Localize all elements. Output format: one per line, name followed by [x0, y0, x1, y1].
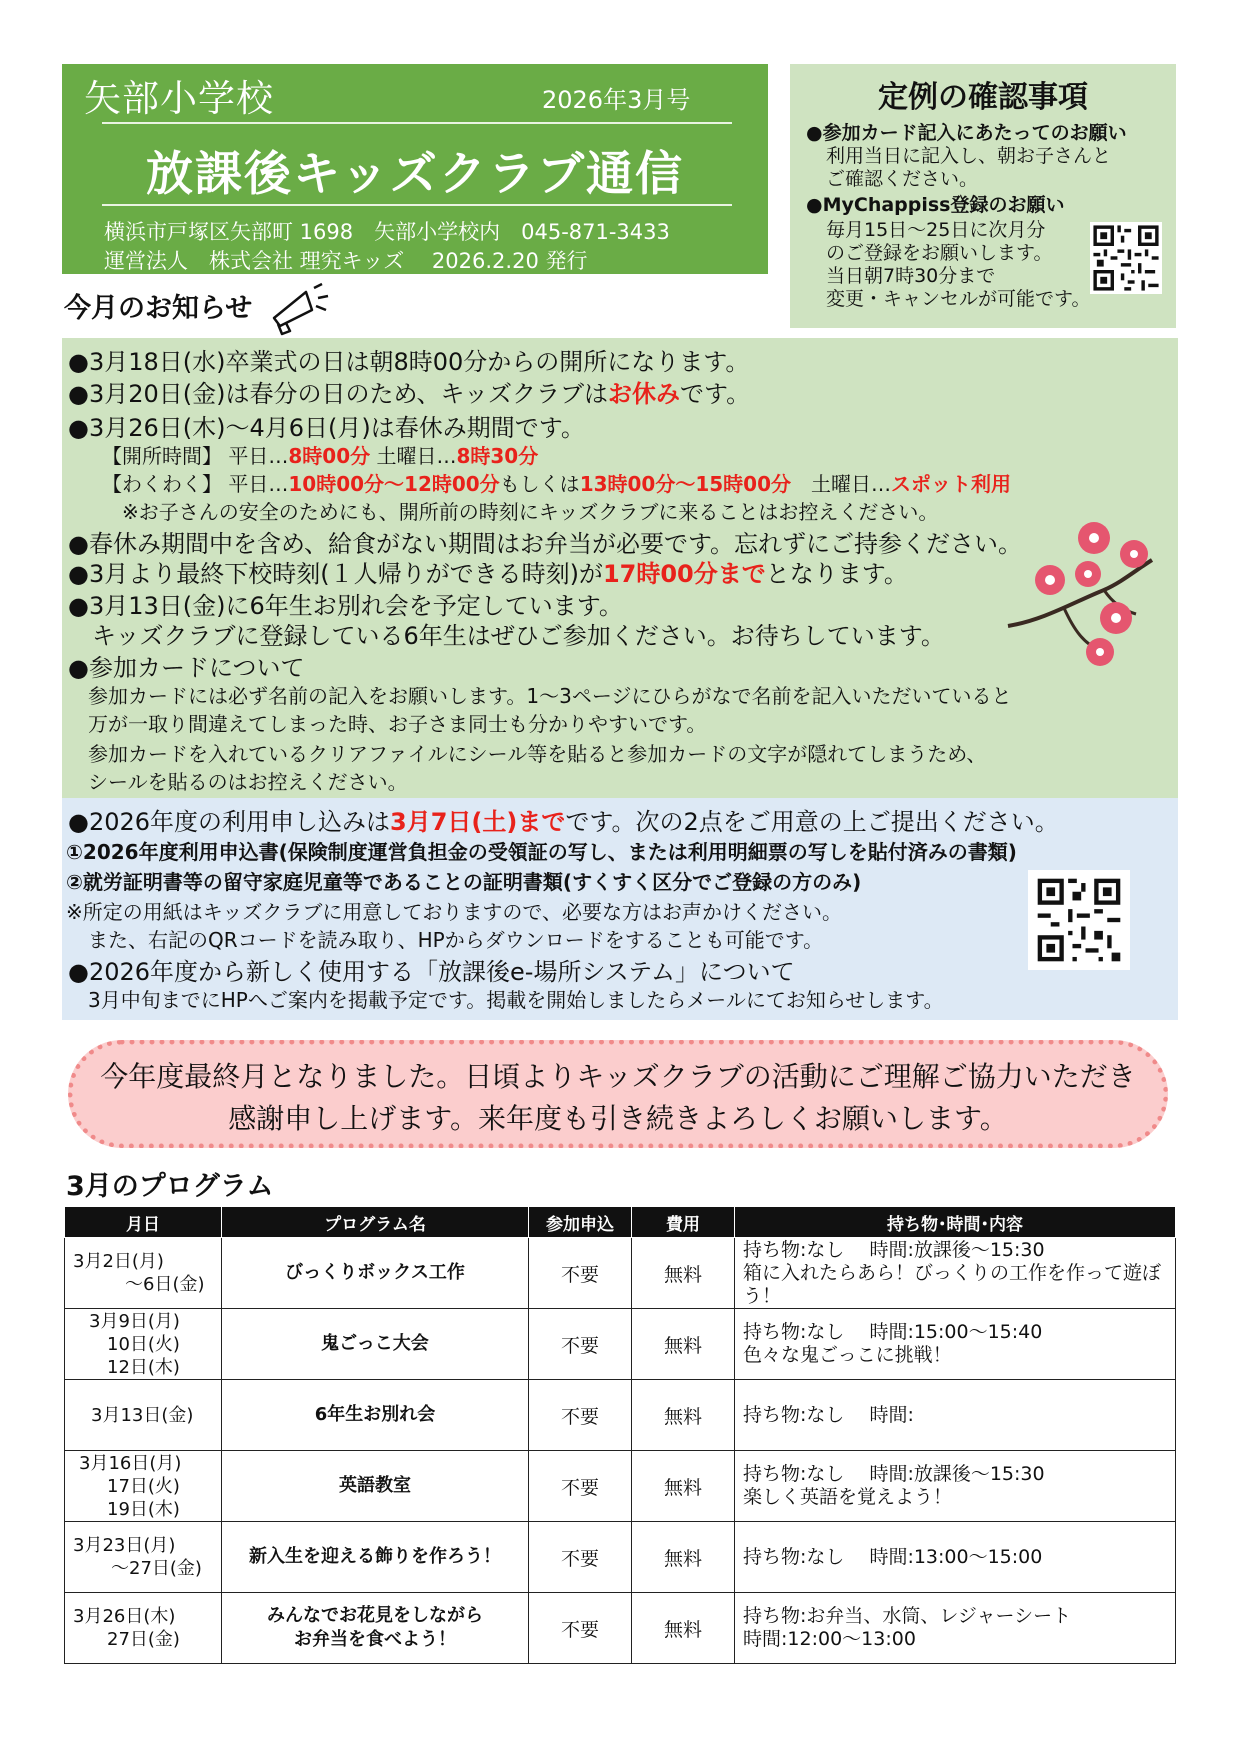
table-row: [65, 1522, 1176, 1593]
qr-code-icon[interactable]: [1090, 222, 1162, 294]
table-row: [65, 1593, 1176, 1664]
divider: [102, 204, 732, 206]
rules-app-line: 当日朝7時30分まで: [826, 265, 996, 287]
issue-label: 2026年3月号: [542, 86, 691, 114]
table-row: [65, 1380, 1176, 1451]
newsletter-header: [62, 64, 768, 274]
rules-card-line: 利用当日に記入し、朝お子さんと: [826, 145, 1112, 167]
plum-blossom-icon: [1004, 510, 1154, 674]
notice-detail: ※お子さんの安全のためにも、開所前の時刻にキッズクラブに来ることはお控えください。: [122, 500, 939, 524]
program-name-cell: 6年生お別れ会: [222, 1380, 529, 1451]
notice-detail: 参加カードには必ず名前の記入をお願いします。1～3ページにひらがなで名前を記入いただいていると: [88, 684, 1012, 708]
table-row: [65, 1309, 1176, 1380]
program-name-cell: 英語教室: [222, 1451, 529, 1522]
detail-cell: 持ち物:なし 時間:13:00～15:00: [735, 1522, 1176, 1593]
column-header: 持ち物･時間･内容: [735, 1207, 1176, 1238]
rules-app-heading: ●MyChappiss登録のお願い: [806, 194, 1065, 216]
notice-item: ●3月20日(金)は春分の日のため、キッズクラブはお休みです。: [68, 380, 751, 408]
fee-cell: 無料: [632, 1593, 735, 1664]
rules-title: 定例の確認事項: [878, 80, 1088, 115]
notice-required-doc: ②就労証明書等の留守家庭児童等であることの証明書類(すくすく区分でご登録の方のみ): [66, 870, 862, 894]
detail-cell: 持ち物:なし 時間:: [735, 1380, 1176, 1451]
notice-item: ●3月18日(水)卒業式の日は朝8時00分からの開所になります。: [68, 348, 750, 376]
rules-box: [790, 64, 1176, 328]
column-header: 月日: [65, 1207, 222, 1238]
notice-detail: 【わくわく】 平日…10時00分～12時00分もしくは13時00分～15時00分 土曜日…スポット利用: [102, 472, 1012, 496]
notice-detail: 万が一取り間違えてしまった時、お子さま同士も分かりやすいです。: [88, 712, 707, 736]
closing-message-bubble: [68, 1040, 1168, 1148]
notice-item: ●2026年度の利用申し込みは3月7日(土)までです。次の2点をご用意の上ご提出ください。: [68, 808, 1059, 836]
rules-app-line: のご登録をお願いします。: [826, 242, 1053, 264]
date-cell: 3月9日(月) 10日(火) 12日(木): [65, 1309, 222, 1380]
date-cell: 3月23日(月) ～27日(金): [65, 1522, 222, 1593]
program-name-cell: びっくりボックス工作: [222, 1238, 529, 1309]
divider: [102, 122, 732, 124]
qr-code-icon[interactable]: [1028, 870, 1130, 970]
detail-cell: 持ち物:なし 時間:放課後～15:30 楽しく英語を覚えよう！: [735, 1451, 1176, 1522]
rules-app-line: 毎月15日～25日に次月分: [826, 219, 1046, 241]
fee-cell: 無料: [632, 1380, 735, 1451]
apply-cell: 不要: [529, 1451, 632, 1522]
notice-detail: シールを貼るのはお控えください。: [88, 770, 408, 794]
apply-cell: 不要: [529, 1593, 632, 1664]
rules-card-heading: ●参加カード記入にあたってのお願い: [806, 122, 1127, 144]
notice-detail: 参加カードを入れているクリアファイルにシール等を貼ると参加カードの文字が隠れてしまうため、: [88, 742, 987, 766]
date-cell: 3月13日(金): [65, 1380, 222, 1451]
fee-cell: 無料: [632, 1238, 735, 1309]
date-cell: 3月2日(月) ～6日(金): [65, 1238, 222, 1309]
school-name: 矢部小学校: [84, 77, 274, 120]
operator-line: 運営法人 株式会社 理究キッズ 2026.2.20 発行: [104, 249, 588, 273]
fee-cell: 無料: [632, 1522, 735, 1593]
program-heading: 3月のプログラム: [66, 1171, 274, 1202]
notice-detail: また、右記のQRコードを読み取り、HPからダウンロードをすることも可能です。: [88, 928, 824, 952]
notice-detail: キッズクラブに登録している6年生はぜひご参加ください。お待ちしています。: [92, 622, 945, 650]
closing-message-line: 感謝申し上げます。来年度も引き続きよろしくお願いします。: [228, 1102, 1008, 1135]
program-name-cell: みんなでお花見をしながら お弁当を食べよう！: [222, 1593, 529, 1664]
fee-cell: 無料: [632, 1451, 735, 1522]
megaphone-icon: [268, 278, 334, 342]
fee-cell: 無料: [632, 1309, 735, 1380]
date-cell: 3月26日(木) 27日(金): [65, 1593, 222, 1664]
notice-detail: 3月中旬までにHPへご案内を掲載予定です。掲載を開始しましたらメールにてお知らせします。: [88, 988, 944, 1012]
notices-green-panel: [62, 338, 1178, 798]
notices-heading: 今月のお知らせ: [64, 293, 253, 324]
rules-card-line: ご確認ください。: [826, 168, 979, 190]
table-row: [65, 1451, 1176, 1522]
detail-cell: 持ち物:なし 時間:放課後～15:30 箱に入れたらあら！びっくりの工作を作って遊ぼう！: [735, 1238, 1176, 1309]
program-name-cell: 鬼ごっこ大会: [222, 1309, 529, 1380]
newsletter-title: 放課後キッズクラブ通信: [145, 147, 685, 202]
detail-cell: 持ち物:お弁当、水筒、レジャーシート 時間:12:00～13:00: [735, 1593, 1176, 1664]
detail-cell: 持ち物:なし 時間:15:00～15:40 色々な鬼ごっこに挑戦！: [735, 1309, 1176, 1380]
notice-item: ●2026年度から新しく使用する「放課後e-場所システム」について: [68, 958, 795, 986]
notice-detail: 【開所時間】 平日…8時00分 土曜日…8時30分: [102, 444, 539, 468]
table-row: [65, 1238, 1176, 1309]
notice-item: ●3月13日(金)に6年生お別れ会を予定しています。: [68, 592, 623, 620]
apply-cell: 不要: [529, 1309, 632, 1380]
apply-cell: 不要: [529, 1380, 632, 1451]
column-header: 費用: [632, 1207, 735, 1238]
column-header: プログラム名: [222, 1207, 529, 1238]
apply-cell: 不要: [529, 1522, 632, 1593]
program-table: [64, 1206, 1176, 1664]
notices-blue-panel: [62, 798, 1178, 1020]
notice-item: ●3月26日(木)～4月6日(月)は春休み期間です。: [68, 414, 585, 442]
address-line: 横浜市戸塚区矢部町 1698 矢部小学校内 045-871-3433: [104, 220, 670, 244]
table-header-row: [65, 1207, 1176, 1238]
column-header: 参加申込: [529, 1207, 632, 1238]
notice-detail: ※所定の用紙はキッズクラブに用意しておりますので、必要な方はお声かけください。: [66, 900, 842, 924]
notice-required-doc: ①2026年度利用申込書(保険制度運営負担金の受領証の写し、または利用明細票の写しを貼付済みの書類): [66, 840, 1017, 864]
closing-message-line: 今年度最終月となりました。日頃よりキッズクラブの活動にご理解ご協力いただき: [100, 1060, 1136, 1093]
rules-app-line: 変更・キャンセルが可能です。: [826, 288, 1091, 310]
apply-cell: 不要: [529, 1238, 632, 1309]
program-name-cell: 新入生を迎える飾りを作ろう！: [222, 1522, 529, 1593]
notice-item: ●参加カードについて: [68, 654, 305, 682]
date-cell: 3月16日(月) 17日(火) 19日(木): [65, 1451, 222, 1522]
notice-item: ●3月より最終下校時刻(１人帰りができる時刻)が17時00分までとなります。: [68, 560, 908, 588]
notice-item: ●春休み期間中を含め、給食がない期間はお弁当が必要です。忘れずにご持参ください。: [68, 530, 1023, 558]
